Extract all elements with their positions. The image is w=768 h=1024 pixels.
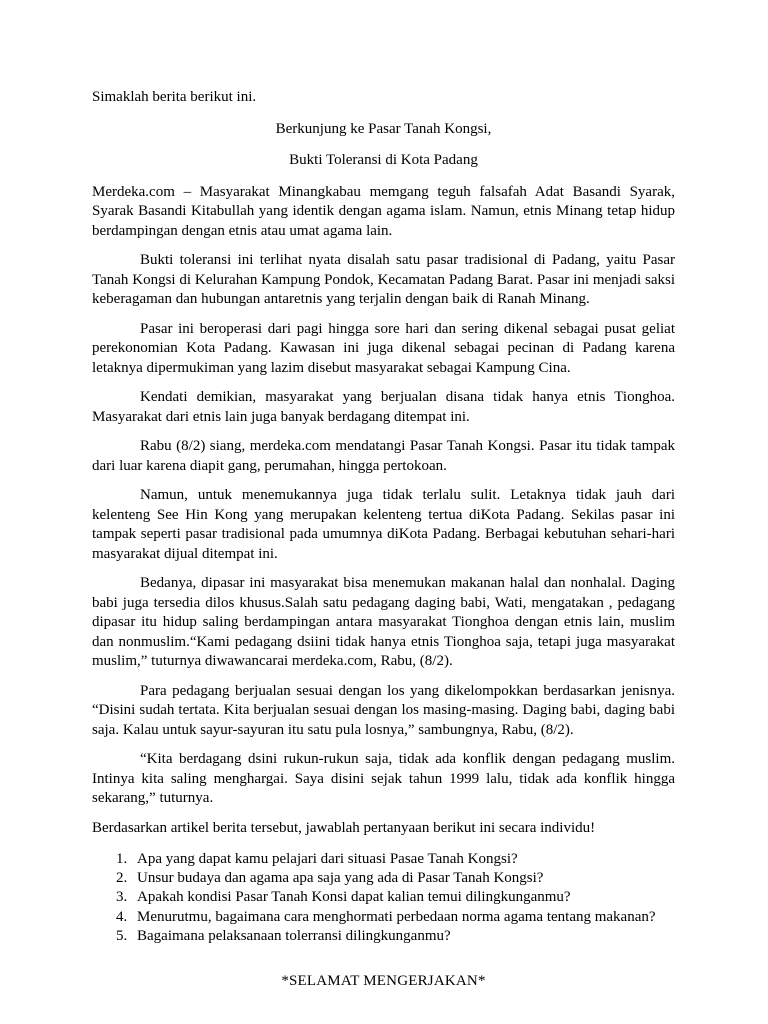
article-body bbox=[92, 183, 675, 809]
article-paragraph: Merdeka.com – Masyarakat Minangkabau memgang teguh falsafah Adat Basandi Syarak, Syarak Basandi Kitabullah yang identik dengan agama islam. Namun, etnis Minang tetap hidup berdampingan dengan etnis atau umat agama lain. bbox=[92, 183, 675, 239]
article-paragraph: Para pedagang berjualan sesuai dengan los yang dikelompokkan berdasarkan jenisnya. “Disini sudah tertata. Kita berjualan sesuai dengan los masing-masing. Daging babi, daging babi saja. Kalau untuk sayur-sayuran itu satu pula losnya,” sambungnya, Rabu, (8/2). bbox=[92, 682, 675, 738]
intro-text: Simaklah berita berikut ini. bbox=[92, 89, 257, 105]
question-text: Unsur budaya dan agama apa saja yang ada di Pasar Tanah Kongsi? bbox=[137, 870, 544, 887]
question-text: Menurutmu, bagaimana cara menghormati perbedaan norma agama tentang makanan? bbox=[137, 908, 656, 925]
question-list bbox=[92, 850, 675, 946]
instruction-text: Berdasarkan artikel berita tersebut, jawablah pertanyaan berikut ini secara individu! bbox=[92, 819, 596, 836]
article-paragraph: Bukti toleransi ini terlihat nyata disalah satu pasar tradisional di Padang, yaitu Pasar Tanah Kongsi di Kelurahan Kampung Pondok, Kecamatan Padang Barat. Pasar ini menjadi saksi keberagaman dan hubungan antaretnis yang terjalin dengan baik di Ranah Minang. bbox=[92, 252, 675, 307]
article-paragraph: Kendati demikian, masyarakat yang berjualan disana tidak hanya etnis Tionghoa. Masyarakat dari etnis lain juga banyak berdagang ditempat ini. bbox=[92, 389, 675, 425]
article-title-line-2: Bukti Toleransi di Kota Padang bbox=[289, 152, 478, 168]
question-number: 4. bbox=[116, 908, 128, 925]
article-paragraph: Rabu (8/2) siang, merdeka.com mendatangi Pasar Tanah Kongsi. Pasar itu tidak tampak dari luar karena diapit gang, perumahan, hingga pertokoan. bbox=[92, 438, 675, 474]
question-item bbox=[92, 927, 675, 946]
article-title-line-1: Berkunjung ke Pasar Tanah Kongsi, bbox=[275, 120, 492, 137]
article-paragraph: “Kita berdagang dsini rukun-rukun saja, tidak ada konflik dengan pedagang muslim. Intinya kita saling menghargai. Saya disini sejak tahun 1999 lalu, tidak ada konflik hingga sekarang,” tuturnya. bbox=[92, 751, 675, 806]
question-text: Bagaimana pelaksanaan tolerransi dilingkunganmu? bbox=[137, 927, 451, 944]
article-paragraph: Bedanya, dipasar ini masyarakat bisa menemukan makanan halal dan nonhalal. Daging babi juga tersedia dilos khusus.Salah satu pedagang daging babi, Wati, mengatakan , pedagang dipasar itu hidup saling berdampingan antara masyarakat Tionghoa dengan etnis lain, muslim dan nonmuslim.“Kami pedagang dsiini tidak hanya etnis Tionghoa saja, tetapi juga masyarakat muslim,” tuturnya diwawancarai merdeka.com, Rabu, (8/2). bbox=[92, 575, 675, 669]
closing-text: *SELAMAT MENGERJAKAN* bbox=[281, 973, 486, 990]
question-item bbox=[92, 869, 675, 888]
question-text: Apa yang dapat kamu pelajari dari situasi Pasae Tanah Kongsi? bbox=[137, 851, 518, 867]
question-item bbox=[92, 888, 675, 907]
question-number: 1. bbox=[116, 851, 128, 867]
question-number: 3. bbox=[116, 889, 128, 906]
question-text: Apakah kondisi Pasar Tanah Konsi dapat kalian temui dilingkunganmu? bbox=[137, 889, 571, 906]
question-number: 2. bbox=[116, 870, 128, 887]
question-number: 5. bbox=[116, 927, 128, 944]
article-paragraph: Pasar ini beroperasi dari pagi hingga sore hari dan sering dikenal sebagai pusat geliat perekonomian Kota Padang. Kawasan ini juga dikenal sebagai pecinan di Padang karena letaknya dipermukiman yang lazim disebut masyarakat sebagai Kampung Cina. bbox=[92, 320, 675, 376]
article-paragraph: Namun, untuk menemukannya juga tidak terlalu sulit. Letaknya tidak jauh dari kelenteng See Hin Kong yang merupakan kelenteng tertua diKota Padang. Sekilas pasar ini tampak seperti pasar tradisional pada umumnya diKota Padang. Berbagai kebutuhan sehari-hari masyarakat dijual ditempat ini. bbox=[92, 487, 675, 562]
question-item bbox=[92, 850, 675, 869]
question-item bbox=[92, 908, 675, 927]
